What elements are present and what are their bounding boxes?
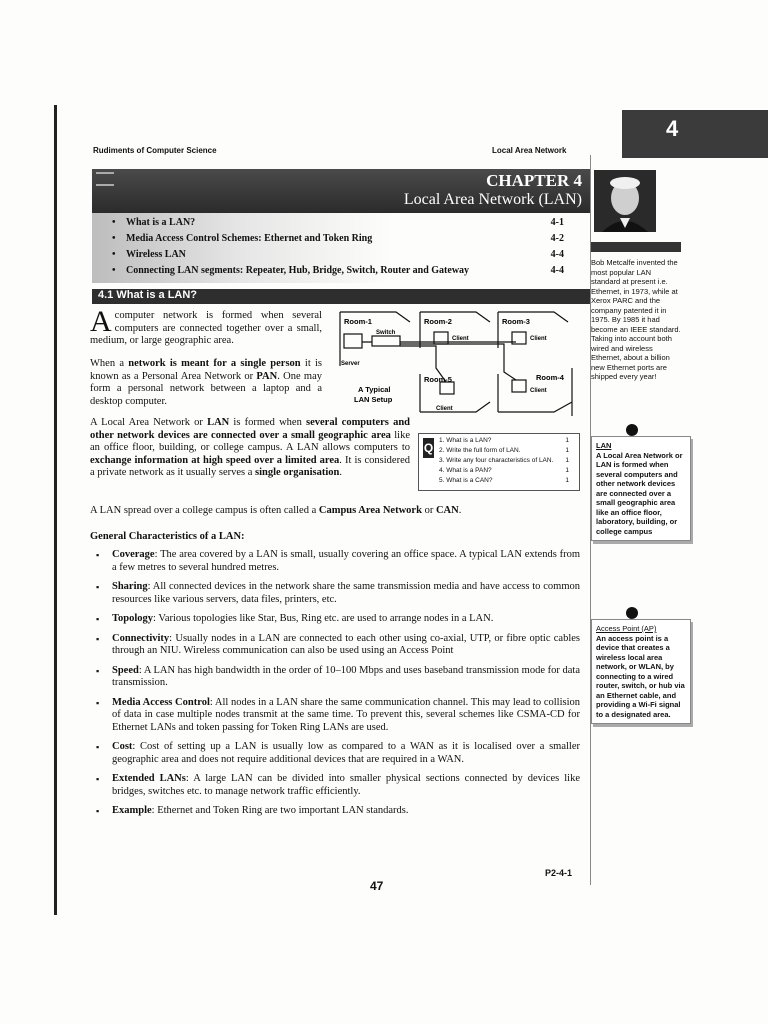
toc-item: • Wireless LAN 4-4 xyxy=(112,249,564,260)
list-item: ▪ Example: Ethernet and Token Ring are two important LAN standards. xyxy=(96,805,580,818)
question-icon: Q xyxy=(423,438,434,458)
switch-box xyxy=(372,336,400,346)
list-item: ▪ Media Access Control: All nodes in a LAN share the same communication channel. This may lead to collision of data in case multiple nodes transmit at the same time. To prevent this, several schemes like CSMA-CD for Ethernet LANs and token passing for Token Ring LANs are used. xyxy=(96,697,580,735)
review-questions-box xyxy=(418,433,580,491)
switch-label: Switch xyxy=(376,330,396,336)
drop-cap: A xyxy=(90,305,112,338)
question-item: 1. What is a LAN? 1 xyxy=(439,437,569,444)
server-label: Server xyxy=(341,361,360,367)
toc-item: • Media Access Control Schemes: Ethernet and Token Ring 4-2 xyxy=(112,233,564,244)
definition-term: LAN xyxy=(596,441,612,450)
room-label: Room-1 xyxy=(344,317,372,326)
question-item: 2. Write the full form of LAN. 1 xyxy=(439,447,569,454)
room-label: Room-3 xyxy=(502,317,530,326)
client-label: Client xyxy=(452,336,469,342)
client-label: Client xyxy=(436,406,453,412)
running-header-right: Local Area Network xyxy=(492,146,567,155)
characteristics-list xyxy=(96,549,580,825)
pin-icon xyxy=(626,607,638,619)
chapter-toc xyxy=(92,213,590,283)
chapter-label: CHAPTER 4 xyxy=(486,171,582,190)
question-item: 3. Write any four characteristics of LAN. 1 xyxy=(439,457,569,464)
menu-lines-icon xyxy=(96,172,114,186)
sidebar-bar xyxy=(591,242,681,252)
chapter-header xyxy=(92,169,590,213)
pin-icon xyxy=(626,424,638,436)
diagram-caption: LAN Setup xyxy=(354,395,393,404)
list-item: ▪ Cost: Cost of setting up a LAN is usually low as compared to a WAN as it is localised over a smaller geographic area and does not require additional devices that are required in a WAN. xyxy=(96,741,580,766)
intro-paragraph-2: When a network is meant for a single person it is known as a Personal Area Network or PAN. One may form a personal network between a laptop and a desktop computer. xyxy=(90,358,323,407)
page-number: 47 xyxy=(370,879,384,893)
list-item: ▪ Extended LANs: A large LAN can be divided into smaller physical sections connected by devices like bridges, switches etc. to manage network traffic efficiently. xyxy=(96,773,580,798)
toc-item: • Connecting LAN segments: Repeater, Hub, Bridge, Switch, Router and Gateway 4-4 xyxy=(112,265,564,276)
running-header-left: Rudiments of Computer Science xyxy=(93,146,217,155)
footer-code: P2-4-1 xyxy=(545,868,573,878)
bio-note: Bob Metcalfe invented the most popular LAN standard at present i.e. Ethernet, in 1973, while at Xerox PARC and the company patented it in 1975. By 1985 it had become an IEEE standard. Taking into account both wired and wireless Ethernet, about a billion new Ethernet ports are shipped every year! xyxy=(591,258,681,381)
intro-paragraph-3: A Local Area Network or LAN is formed when several computers and other network devices are connected over a small geographic area like an office floor, building, or college campus. A LAN allows computers to exchange information at high speed over a limited area. It is considered a private network as it usually serves a single organisation. xyxy=(90,417,411,478)
list-item: ▪ Coverage: The area covered by a LAN is small, usually covering an office space. A typical LAN extends from a few metres to several hundred metres. xyxy=(96,549,580,574)
page-edge xyxy=(54,105,57,915)
toc-item: • What is a LAN? 4-1 xyxy=(112,217,564,228)
question-item: 4. What is a PAN? 1 xyxy=(439,467,569,474)
access-point-definition-card xyxy=(591,619,691,724)
bob-metcalfe-portrait xyxy=(594,170,656,232)
lan-definition-card xyxy=(591,436,691,541)
list-item: ▪ Topology: Various topologies like Star, Bus, Ring etc. are used to arrange nodes in a LAN. xyxy=(96,613,580,626)
client-label: Client xyxy=(530,388,547,394)
intro-paragraph-1: Acomputer network is formed when several computers are connected together over a small, medium, or large geographic area. xyxy=(90,305,322,346)
definition-text: An access point is a device that creates a wireless local area network, or WLAN, by connecting to a wired router, switch, or hub via an Ethernet cable, and providing a Wi-Fi signal to a designated area. xyxy=(596,633,685,719)
room-label: Room-4 xyxy=(536,373,564,382)
list-item: ▪ Speed: A LAN has high bandwidth in the order of 10–100 Mbps and uses baseband transmission mode for data transmission. xyxy=(96,665,580,690)
lan-setup-diagram xyxy=(336,308,580,420)
diagram-caption: A Typical xyxy=(358,385,391,394)
client-label: Client xyxy=(530,336,547,342)
client-computer xyxy=(512,380,526,392)
room-label: Room-2 xyxy=(424,317,452,326)
definition-text: A Local Area Network or LAN is formed when several computers and other network devices are connected over a small geographic area like an office floor, laboratory, building, or college campus xyxy=(596,450,683,536)
definition-term: Access Point (AP) xyxy=(596,624,657,633)
list-item: ▪ Sharing: All connected devices in the network share the same transmission media and have access to common resources like various servers, data files, printers, etc. xyxy=(96,581,580,606)
question-item: 5. What is a CAN? 1 xyxy=(439,477,569,484)
room-label: Room-5 xyxy=(424,375,452,384)
chapter-title: Local Area Network (LAN) xyxy=(403,191,582,208)
intro-paragraph-4: A LAN spread over a college campus is often called a Campus Area Network or CAN. xyxy=(90,505,462,516)
chapter-tab: 4 xyxy=(622,110,768,158)
server-computer xyxy=(344,334,362,348)
characteristics-heading: General Characteristics of a LAN: xyxy=(90,531,245,542)
section-heading: 4.1 What is a LAN? xyxy=(92,289,590,304)
list-item: ▪ Connectivity: Usually nodes in a LAN are connected to each other using co-axial, UTP, or fibre optic cables through an NIU. Wireless communication can also be used using an Access Point xyxy=(96,633,580,658)
